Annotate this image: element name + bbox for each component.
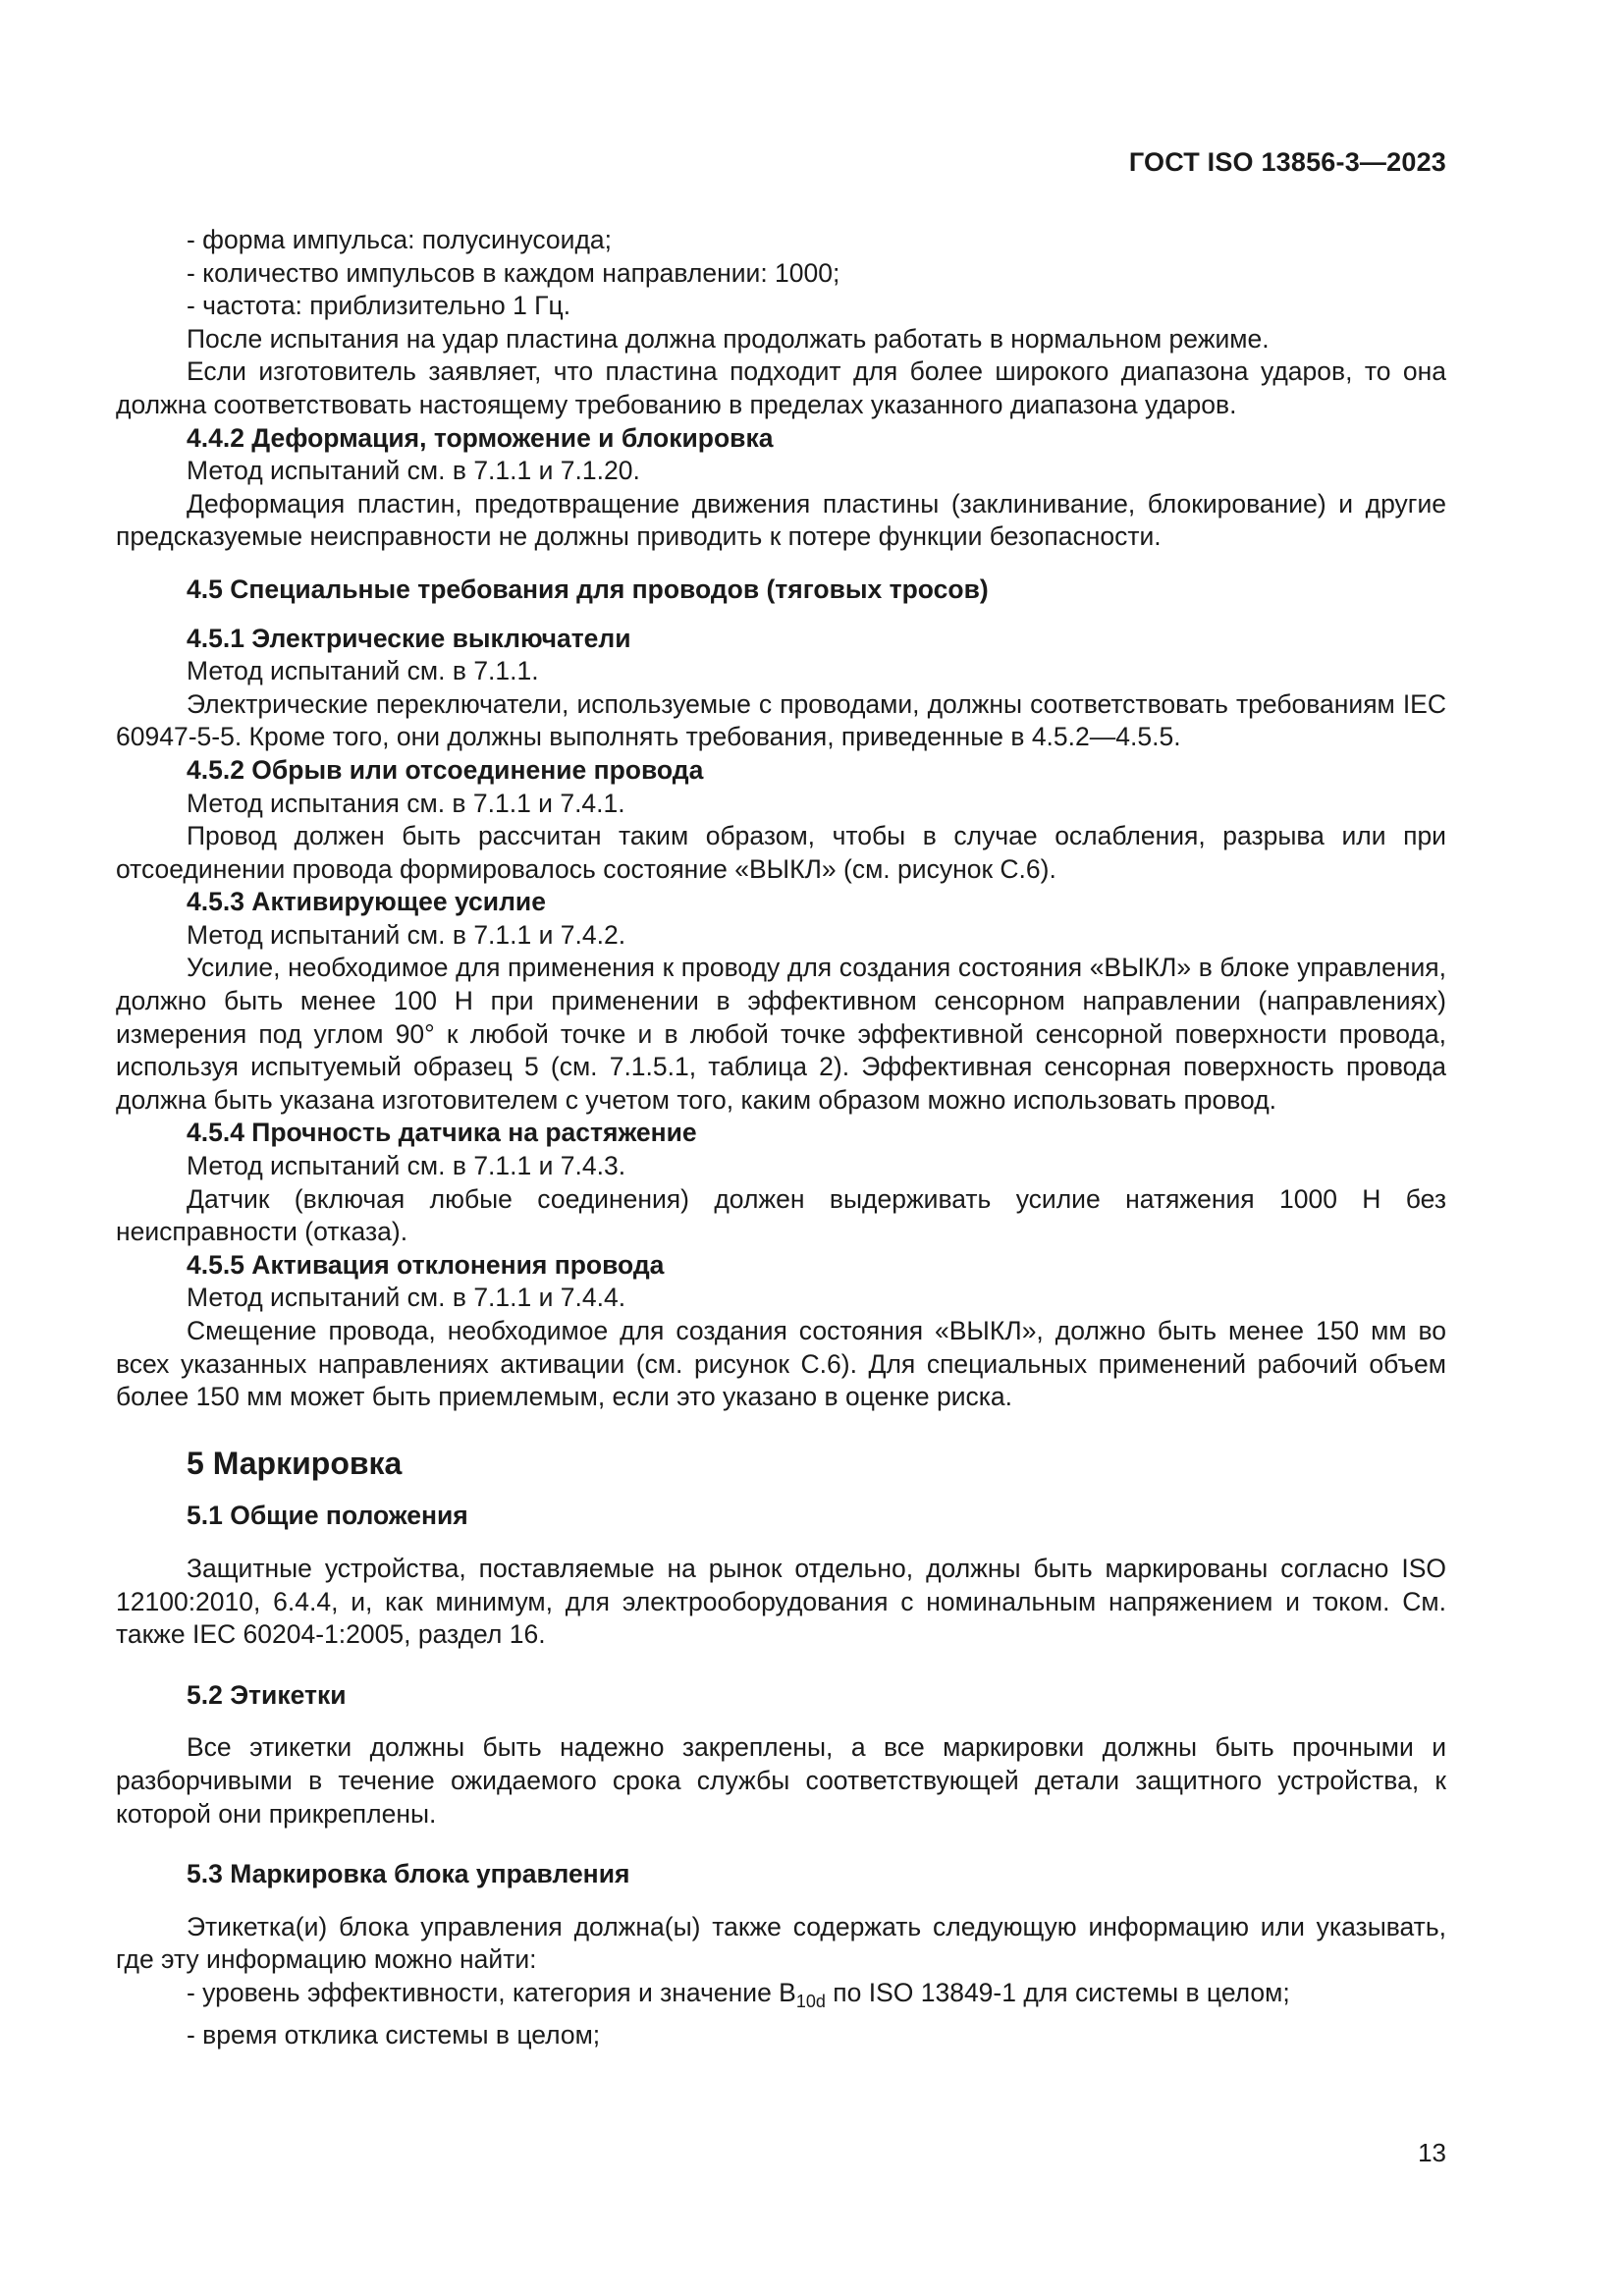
section-heading-4-5-2: 4.5.2 Обрыв или отсоединение провода [187,754,704,785]
document-header: ГОСТ ISO 13856-3—2023 [1128,147,1446,177]
list-item: - форма импульса: полусинусоида; [187,225,613,254]
section-heading-4-5-4: 4.5.4 Прочность датчика на растяжение [187,1118,697,1148]
list-item [116,1977,1446,2019]
paragraph: Смещение провода, необходимое для создания состояния «ВЫКЛ», должно быть менее 150 мм во всех указанных направлениях активации (см. рисунок С.6). Для специальных применений рабочий объем более 150 мм может быть приемлемым, если это указано в оценке риска. [116,1316,1446,1412]
paragraph: После испытания на удар пластина должна продолжать работать в нормальном режиме. [187,323,1270,354]
section-heading-5-3: 5.3 Маркировка блока управления [187,1859,630,1889]
list-item-text: - уровень эффективности, категория и значение B [187,1977,796,2007]
section-heading-4-5-1: 4.5.1 Электрические выключатели [187,623,631,653]
section-heading-4-4-2: 4.4.2 Деформация, торможение и блокировка [187,422,774,453]
section-heading-4-5-5: 4.5.5 Активация отклонения провода [187,1249,665,1280]
list-item: - время отклика системы в целом; [187,2019,601,2050]
paragraph: Деформация пластин, предотвращение движения пластины (заклинивание, блокирование) и другие предсказуемые неисправности не должны приводить к потере функции безопасности. [116,488,1446,552]
paragraph: Метод испытаний см. в 7.1.1 и 7.4.2. [187,919,626,950]
paragraph: Метод испытаний см. в 7.1.1 и 7.4.3. [187,1151,626,1181]
section-heading-4-5-3: 4.5.3 Активирующее усилие [187,887,546,917]
paragraph: Этикетка(и) блока управления должна(ы) также содержать следующую информацию или указывать, где эту информацию можно найти: [116,1911,1446,1975]
section-heading-4-5: 4.5 Специальные требования для проводов (тяговых тросов) [187,574,989,604]
section-heading-5-2: 5.2 Этикетки [187,1679,347,1710]
section-heading-5: 5 Маркировка [187,1445,403,1481]
page-number: 13 [1418,2138,1446,2167]
paragraph: Метод испытаний см. в 7.1.1. [187,656,539,686]
paragraph: Метод испытаний см. в 7.1.1 и 7.1.20. [187,456,640,486]
list-item: - частота: приблизительно 1 Гц. [187,291,571,321]
paragraph: Если изготовитель заявляет, что пластина подходит для более широкого диапазона ударов, то она должна соответствовать настоящему требованию в пределах указанного диапазона ударов. [116,356,1446,419]
paragraph: Метод испытаний см. в 7.1.1 и 7.4.4. [187,1283,626,1313]
paragraph: Усилие, необходимое для применения к проводу для создания состояния «ВЫКЛ» в блоке управления, должно быть менее 100 Н при применении в эффективном сенсорном направлении (направлениях) измерения под углом 90° к любой точке и в любой точке эффективной сенсорной поверхности провода, используя испытуемый образец 5 (см. 7.1.5.1, таблица 2). Эффективная сенсорная поверхность провода должна быть указана изготовителем с учетом того, каким образом можно использовать провод. [116,953,1446,1115]
list-item-text: по ISO 13849-1 для системы в целом; [825,1977,1290,2007]
list-item: - количество импульсов в каждом направлении: 1000; [187,257,840,288]
document-body [116,224,1446,2051]
paragraph: Электрические переключатели, используемые с проводами, должны соответствовать требованиям IEC 60947-5-5. Кроме того, они должны выполнять требования, приведенные в 4.5.2—4.5.5. [116,688,1446,752]
section-heading-5-1: 5.1 Общие положения [187,1501,468,1531]
subscript: 10d [795,1991,826,2011]
paragraph: Провод должен быть рассчитан таким образом, чтобы в случае ослабления, разрыва или при отсоединении провода формировалось состояние «ВЫКЛ» (см. рисунок С.6). [116,821,1446,884]
paragraph: Метод испытания см. в 7.1.1 и 7.4.1. [187,788,625,818]
paragraph: Защитные устройства, поставляемые на рынок отдельно, должны быть маркированы согласно ISO 12100:2010, 6.4.4, и, как минимум, для электрооборудования с номинальным напряжением и током. См. также IEC 60204-1:2005, раздел 16. [116,1553,1446,1650]
paragraph: Все этикетки должны быть надежно закреплены, а все маркировки должны быть прочными и разборчивыми в течение ожидаемого срока службы соответствующей детали защитного устройства, к которой они прикреплены. [116,1732,1446,1829]
paragraph: Датчик (включая любые соединения) должен выдерживать усилие натяжения 1000 Н без неисправности (отказа). [116,1183,1446,1247]
